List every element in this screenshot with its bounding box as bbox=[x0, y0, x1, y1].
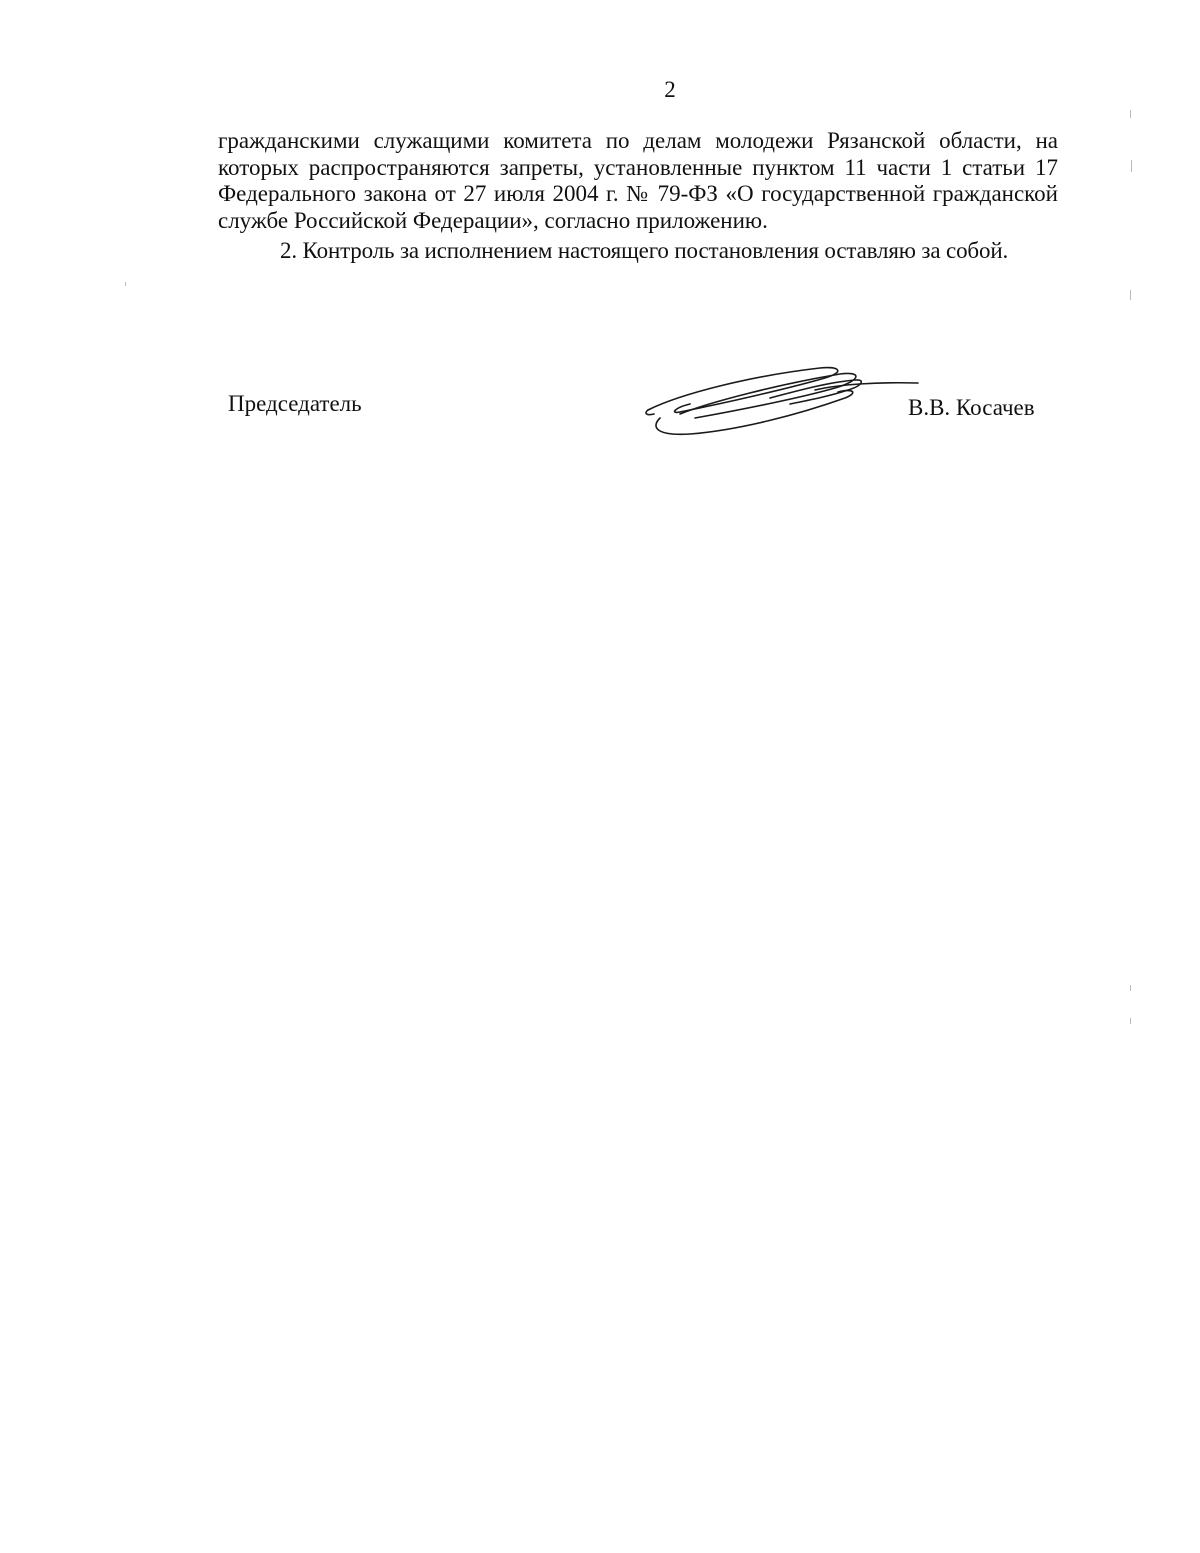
scan-speck bbox=[1130, 110, 1131, 118]
scan-speck bbox=[1130, 290, 1131, 300]
paragraph-control-clause: 2. Контроль за исполнением настоящего постановления оставляю за собой. bbox=[280, 238, 1009, 263]
signatory-name: В.В. Косачев bbox=[908, 395, 1035, 420]
paragraph-continuation: гражданскими служащими комитета по делам молодежи Рязанской области, на которых распространяются запреты, установленные пунктом 11 части 1 статьи 17 Федерального закона от 27 июля 2004 г. № 79-ФЗ «О государственной гражданской службе Российской Федерации», согласно приложению. bbox=[218, 128, 1058, 233]
scan-speck bbox=[1130, 1018, 1131, 1024]
handwritten-signature bbox=[640, 358, 930, 442]
signatory-title: Председатель bbox=[228, 391, 362, 416]
scan-speck bbox=[1130, 985, 1131, 991]
page-number: 2 bbox=[664, 77, 676, 102]
scan-speck bbox=[125, 282, 126, 286]
scan-speck bbox=[1131, 160, 1132, 172]
document-body bbox=[218, 128, 1058, 265]
